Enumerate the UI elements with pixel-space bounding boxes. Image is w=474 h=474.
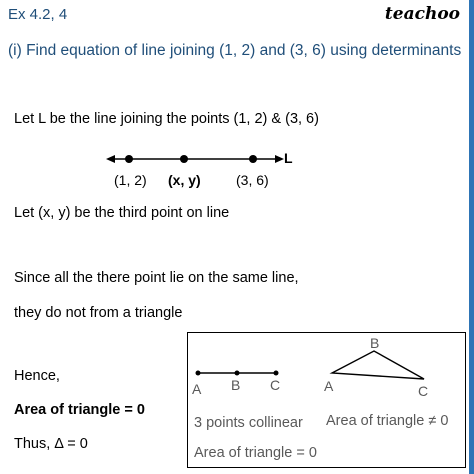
- triangle-shape: [332, 351, 424, 379]
- line-label: L: [284, 150, 293, 166]
- point-dot-2: [249, 155, 257, 163]
- hence-line: Hence,: [14, 368, 60, 384]
- caption-collinear: 3 points collinear: [194, 415, 303, 431]
- point-dot-xy: [180, 155, 188, 163]
- right-arrow-icon: [275, 155, 284, 163]
- area-line: Area of triangle = 0: [14, 402, 145, 418]
- number-line-diagram: [100, 145, 320, 195]
- brand-logo: teachoo: [384, 4, 460, 24]
- triangle-label-a: A: [324, 378, 334, 394]
- caption-triangle: Area of triangle ≠ 0: [326, 413, 449, 429]
- point-dot-1: [125, 155, 133, 163]
- accent-strip: [469, 0, 474, 474]
- illustration-svg: [188, 333, 465, 467]
- collinear-label-b: B: [231, 377, 241, 393]
- thus-line: Thus, Δ = 0: [14, 436, 88, 452]
- collinear-label-a: A: [192, 381, 202, 397]
- point-label-xy: (x, y): [168, 172, 201, 188]
- illustration-box: [187, 332, 466, 468]
- point-label-1: (1, 2): [114, 172, 147, 188]
- collinear-dot-b: [235, 371, 240, 376]
- exercise-label: Ex 4.2, 4: [8, 6, 68, 23]
- header: [0, 0, 474, 68]
- intro-line: Let L be the line joining the points (1, 2) & (3, 6): [14, 111, 319, 127]
- collinear-dot-a: [196, 371, 201, 376]
- caption-zero: Area of triangle = 0: [194, 445, 317, 461]
- point-label-2: (3, 6): [236, 172, 269, 188]
- collinear-line: Since all the there point lie on the same line,: [14, 270, 299, 286]
- collinear-label-c: C: [270, 377, 281, 393]
- left-arrow-icon: [106, 155, 115, 163]
- collinear-dot-c: [274, 371, 279, 376]
- triangle-label-b: B: [370, 335, 380, 351]
- triangle-label-c: C: [418, 383, 429, 399]
- no-triangle-line: they do not from a triangle: [14, 305, 183, 321]
- third-point-line: Let (x, y) be the third point on line: [14, 205, 230, 221]
- question-title: (i) Find equation of line joining (1, 2) and (3, 6) using determinants: [8, 42, 462, 59]
